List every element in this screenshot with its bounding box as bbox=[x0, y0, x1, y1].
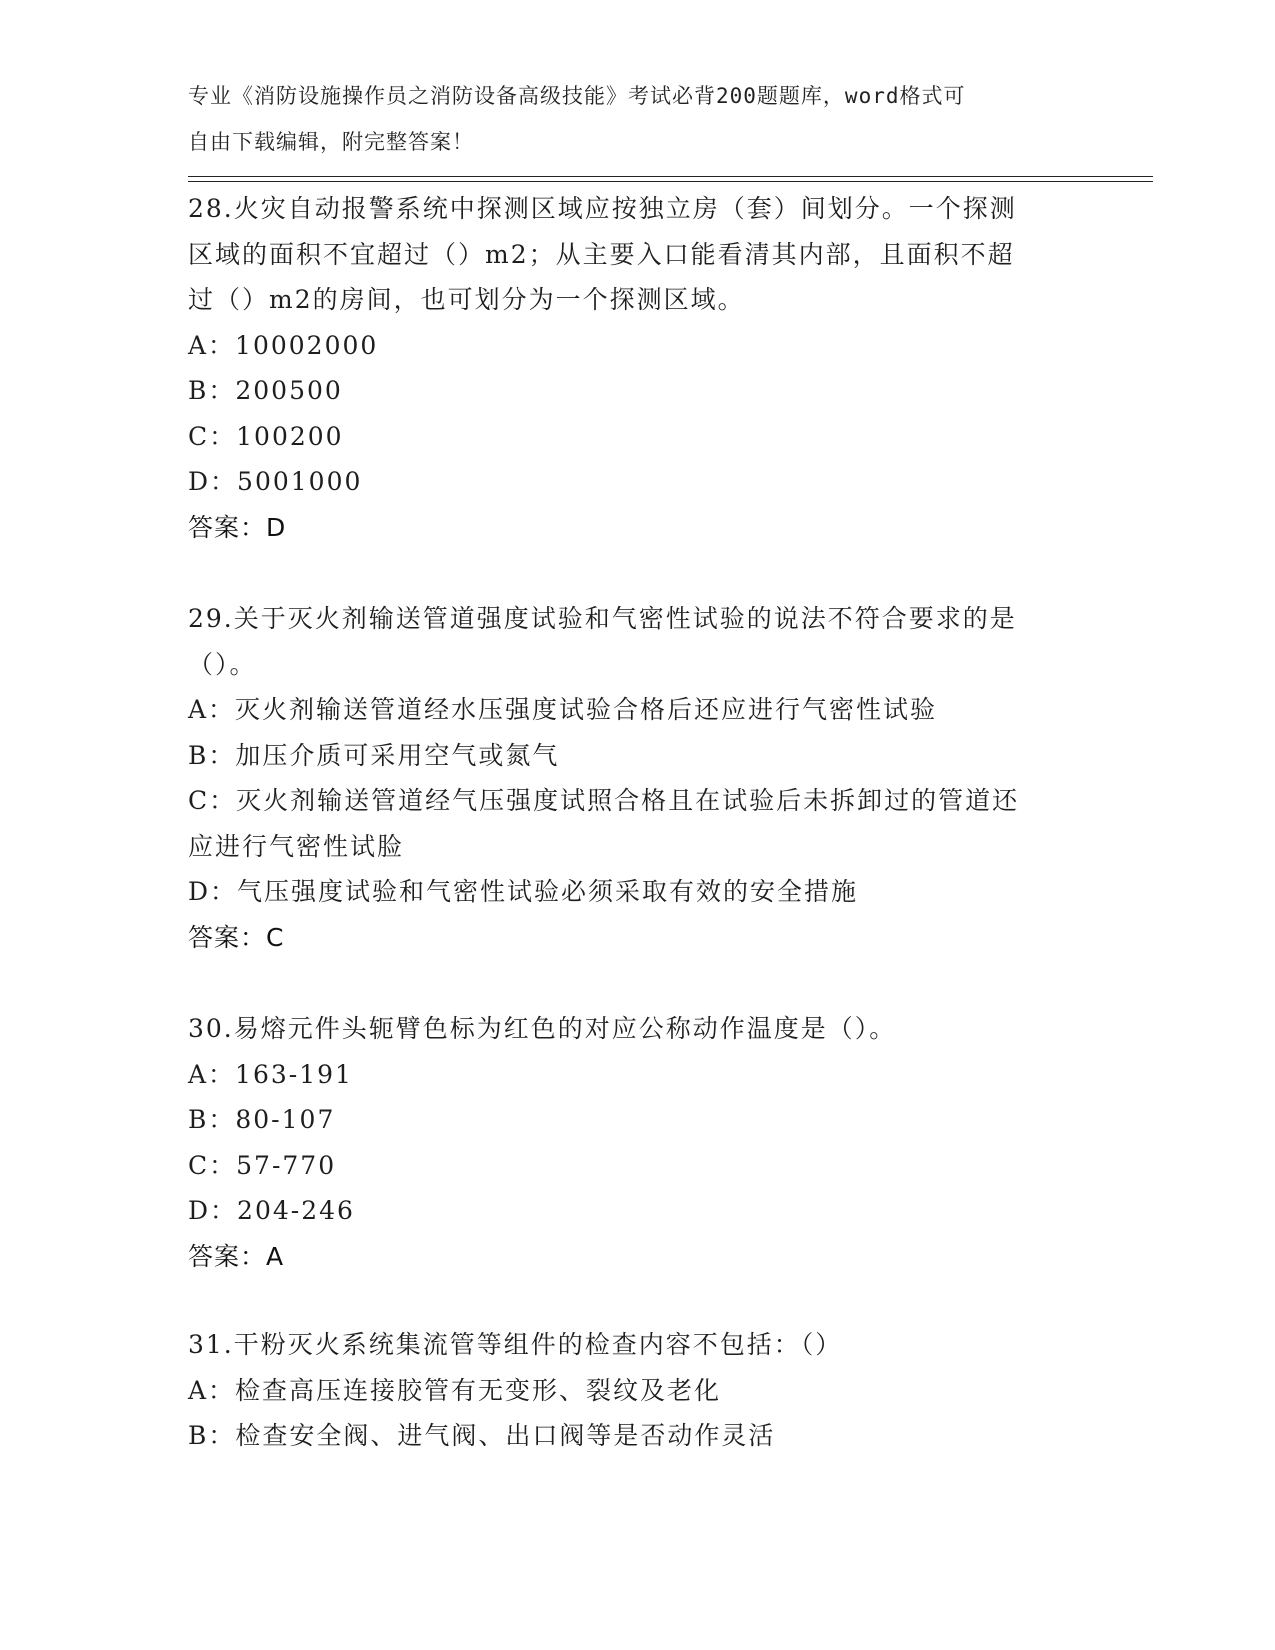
option-a: A：10002000 bbox=[188, 330, 379, 360]
question-stem-line: （）。 bbox=[188, 649, 257, 679]
question-31 bbox=[188, 1322, 1088, 1459]
answer-label: 答案：D bbox=[188, 512, 287, 542]
question-28 bbox=[188, 186, 1088, 550]
question-stem-line: 28.火灾自动报警系统中探测区域应按独立房（套）间划分。一个探测 bbox=[188, 194, 1017, 223]
option-d: D：204-246 bbox=[188, 1196, 355, 1225]
question-stem-line: 31.干粉灭火系统集流管等组件的检查内容不包括：（） bbox=[188, 1330, 843, 1359]
option-a: A：163-191 bbox=[188, 1059, 353, 1089]
question-29 bbox=[188, 596, 1088, 960]
header-divider bbox=[188, 181, 1153, 182]
question-stem-line: 过（）m2的房间，也可划分为一个探测区域。 bbox=[188, 285, 745, 314]
option-c: C：灭火剂输送管道经气压强度试照合格且在试验后未拆卸过的管道还 bbox=[188, 786, 1020, 815]
answer-label: 答案：A bbox=[188, 1241, 285, 1271]
option-d: D：气压强度试验和气密性试验必须采取有效的安全措施 bbox=[188, 877, 859, 906]
header-line: 自由下载编辑，附完整答案！ bbox=[188, 129, 474, 154]
header-line: 专业《消防设施操作员之消防设备高级技能》考试必背200题题库，word格式可 bbox=[188, 84, 966, 108]
option-c-continued: 应进行气密性试脸 bbox=[188, 831, 405, 861]
option-b: B：加压介质可采用空气或氮气 bbox=[188, 740, 560, 770]
question-stem-line: 30.易熔元件头轭臂色标为红色的对应公称动作温度是（）。 bbox=[188, 1014, 897, 1043]
option-b: B：80-107 bbox=[188, 1105, 336, 1134]
question-30 bbox=[188, 1006, 1088, 1279]
option-a: A：灭火剂输送管道经水压强度试验合格后还应进行气密性试验 bbox=[188, 695, 938, 724]
document-header bbox=[188, 74, 1088, 165]
question-stem-line: 区域的面积不宜超过（）m2；从主要入口能看清其内部，且面积不超 bbox=[188, 239, 1015, 269]
option-c: C：100200 bbox=[188, 421, 344, 451]
option-b: B：检查安全阀、进气阀、出口阀等是否动作灵活 bbox=[188, 1421, 776, 1450]
option-b: B：200500 bbox=[188, 376, 343, 405]
answer-label: 答案：C bbox=[188, 922, 285, 952]
header-divider bbox=[188, 176, 1153, 177]
question-stem-line: 29.关于灭火剂输送管道强度试验和气密性试验的说法不符合要求的是 bbox=[188, 604, 1017, 633]
option-d: D：5001000 bbox=[188, 467, 363, 496]
option-c: C：57-770 bbox=[188, 1150, 337, 1180]
option-a: A：检查高压连接胶管有无变形、裂纹及老化 bbox=[188, 1375, 722, 1405]
